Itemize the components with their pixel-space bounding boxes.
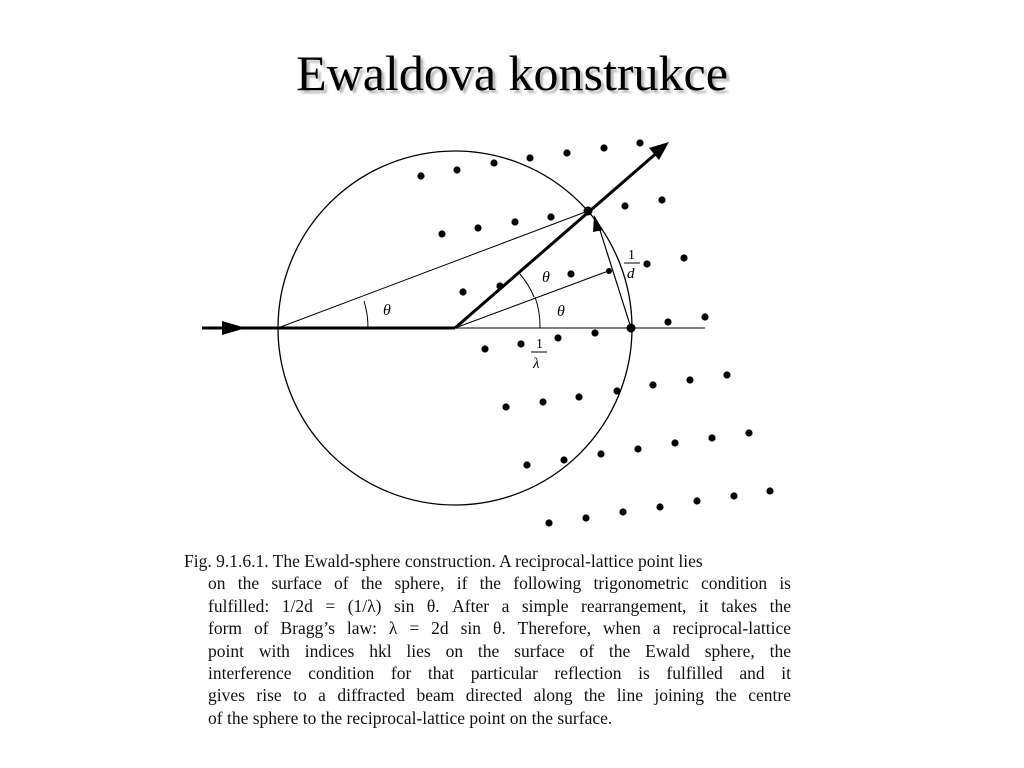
lattice-point: [545, 519, 552, 526]
lattice-point: [730, 492, 737, 499]
caption-line-2: on the surface of the sphere, if the following trigonometric condition is: [208, 573, 791, 594]
lattice-point: [671, 439, 678, 446]
theta-label-lower: θ: [557, 303, 565, 320]
theta-label-middle: θ: [542, 269, 550, 286]
reciprocal-lattice-points: [417, 139, 773, 526]
lattice-point: [693, 497, 700, 504]
lattice-point: [526, 154, 533, 161]
lattice-point: [656, 503, 663, 510]
lattice-point: [563, 149, 570, 156]
lattice-point: [643, 260, 650, 267]
lattice-point: [600, 144, 607, 151]
lattice-point: [496, 282, 503, 289]
lattice-point: [649, 381, 656, 388]
lattice-point: [621, 202, 628, 209]
lattice-point: [502, 403, 509, 410]
lattice-point: [708, 434, 715, 441]
caption-line-6: interference condition for that particular reflection is fulfilled and it: [208, 663, 791, 684]
origin-point: [627, 324, 636, 333]
slide-title: Ewaldova konstrukce: [296, 45, 728, 101]
caption-line-3: fulfilled: 1/2d = (1/λ) sin θ. After a simple rearrangement, it takes the: [208, 595, 791, 616]
caption-line-7: gives rise to a diffracted beam directed along the line joining the centre: [208, 685, 791, 706]
lattice-point: [664, 318, 671, 325]
theta-arc-lower: [535, 297, 540, 328]
lattice-point: [701, 313, 708, 320]
lattice-point: [591, 329, 598, 336]
figure-caption: [184, 550, 791, 729]
theta-label-left: θ: [383, 302, 391, 319]
lattice-point: [567, 270, 574, 277]
lattice-point: [658, 196, 665, 203]
lattice-point: [619, 508, 626, 515]
lattice-point: [723, 371, 730, 378]
lattice-point: [490, 159, 497, 166]
caption-line-8: of the sphere to the reciprocal-lattice point on the surface.: [208, 707, 613, 728]
caption-line-4: form of Bragg’s law: λ = 2d sin θ. Therefore, when a reciprocal-lattice: [208, 618, 791, 639]
theta-arc-left: [364, 301, 368, 328]
inverse-d-label: [624, 248, 640, 282]
lattice-point: [417, 172, 424, 179]
inverse-d-denominator: d: [627, 266, 635, 282]
lattice-point: [686, 376, 693, 383]
lattice-point: [459, 288, 466, 295]
lattice-point: [634, 445, 641, 452]
lattice-point: [523, 461, 530, 468]
inverse-lambda-numerator: 1: [536, 337, 543, 352]
lattice-point: [766, 487, 773, 494]
lattice-point: [582, 514, 589, 521]
midpoint-dot: [606, 268, 612, 274]
lattice-point: [680, 254, 687, 261]
lattice-point: [547, 213, 554, 220]
lattice-point: [453, 166, 460, 173]
reflection-point: [584, 207, 593, 216]
diffracted-beam: [455, 150, 660, 328]
caption-line-1: Fig. 9.1.6.1. The Ewald-sphere construction. A reciprocal-lattice point lies: [184, 551, 703, 571]
lattice-point: [554, 334, 561, 341]
theta-arc-middle: [520, 274, 534, 297]
lattice-point: [613, 387, 620, 394]
inverse-lambda-label: [531, 337, 547, 372]
lattice-point: [636, 139, 643, 146]
lattice-point: [474, 224, 481, 231]
lattice-point: [575, 393, 582, 400]
lattice-point: [438, 230, 445, 237]
lattice-point: [597, 450, 604, 457]
lattice-point: [560, 456, 567, 463]
lattice-point: [745, 429, 752, 436]
inverse-d-numerator: 1: [628, 248, 635, 263]
caption-line-5: point with indices hkl lies on the surface of the Ewald sphere, the: [208, 640, 791, 661]
lattice-point: [481, 345, 488, 352]
reciprocal-vector-arrow: [593, 215, 603, 232]
lattice-point: [517, 340, 524, 347]
line-centre-to-midpoint: [455, 270, 611, 328]
inverse-lambda-denominator: λ: [533, 356, 540, 372]
lattice-point: [511, 218, 518, 225]
lattice-point: [539, 398, 546, 405]
incident-beam-arrow: [222, 321, 246, 335]
